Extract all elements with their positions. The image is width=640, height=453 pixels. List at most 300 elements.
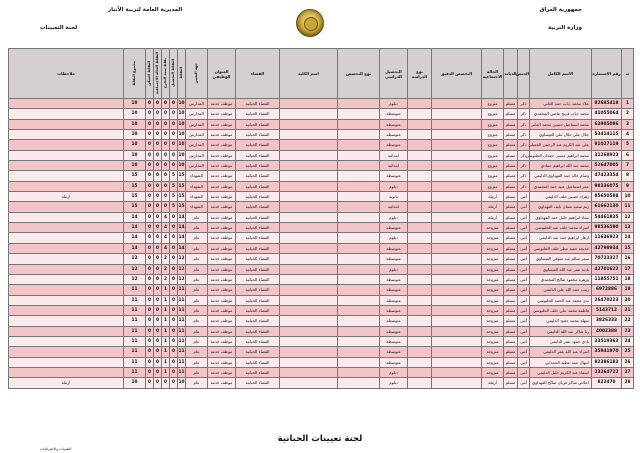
table-cell: اسراء محمد خلف عبد الحلبوسي	[530, 223, 592, 233]
table-cell	[408, 202, 432, 212]
table-cell: أنثى	[518, 326, 530, 336]
table-cell	[432, 367, 482, 377]
table-cell: 0	[154, 367, 162, 377]
table-cell	[280, 161, 338, 171]
table-cell	[9, 181, 124, 191]
table-cell: عام	[186, 264, 208, 274]
table-cell: 15	[124, 181, 146, 191]
table-cell: مسلم	[504, 336, 518, 346]
table-cell: القضاء الحبانية	[236, 140, 280, 150]
table-cell	[432, 223, 482, 233]
table-cell: 0	[170, 285, 178, 295]
table-cell: خديجة حميد مطر خلف الحلبوسي	[530, 243, 592, 253]
table-row	[9, 233, 634, 243]
table-cell: 0	[146, 305, 154, 315]
table-cell: عام	[186, 357, 208, 367]
table-cell	[338, 316, 380, 326]
table-cell: متزوج	[482, 99, 504, 109]
table-cell	[408, 357, 432, 367]
table-cell: عام	[186, 233, 208, 243]
table-row	[9, 192, 634, 202]
table-cell: 4	[162, 223, 170, 233]
table-cell: 10	[124, 99, 146, 109]
table-cell: مسلم	[504, 243, 518, 253]
table-cell: 12	[178, 274, 186, 284]
table-cell: أنثى	[518, 212, 530, 222]
table-cell: القضاء الحبانية	[236, 243, 280, 253]
table-cell	[338, 99, 380, 109]
table-cell	[338, 367, 380, 377]
table-cell: مسلم	[504, 316, 518, 326]
table-cell: القضاء الحبانية	[236, 171, 280, 181]
table-cell: 0	[154, 326, 162, 336]
table-cell: ذكر	[518, 140, 530, 150]
table-cell: 0	[170, 109, 178, 119]
table-cell	[432, 171, 482, 181]
table-cell: 47423354	[592, 171, 622, 181]
table-cell: 11	[124, 347, 146, 357]
table-cell: 2	[162, 254, 170, 264]
table-cell: 3	[622, 119, 634, 129]
table-cell: عام	[186, 336, 208, 346]
table-cell: 0	[170, 150, 178, 160]
table-cell	[408, 171, 432, 181]
table-cell: القضاء الحبانية	[236, 367, 280, 377]
table-cell	[432, 326, 482, 336]
table-cell: مسلم	[504, 233, 518, 243]
table-cell	[408, 109, 432, 119]
table-cell: 0	[154, 336, 162, 346]
table-cell	[408, 274, 432, 284]
table-cell	[432, 212, 482, 222]
table-cell: 0	[146, 171, 154, 181]
table-cell: ذكر	[518, 161, 530, 171]
table-cell: ذكر	[518, 99, 530, 109]
table-cell: 11	[124, 316, 146, 326]
table-cell: 8	[622, 171, 634, 181]
table-cell: محمد عبد الله ابراهيم حمادي	[530, 161, 592, 171]
table-cell: 0	[146, 202, 154, 212]
table-cell: متوسطة	[380, 336, 408, 346]
table-cell: 4	[162, 233, 170, 243]
table-cell: موظف خدمة	[208, 192, 236, 202]
appointments-table	[8, 48, 633, 389]
table-cell	[408, 243, 432, 253]
table-cell: موظف خدمة	[208, 223, 236, 233]
table-cell: 0	[170, 326, 178, 336]
table-row	[9, 378, 634, 388]
table-cell: 0	[154, 171, 162, 181]
table-cell	[9, 316, 124, 326]
table-cell: مسلم	[504, 305, 518, 315]
table-cell: متزوجة	[482, 285, 504, 295]
table-cell: ذكر	[518, 150, 530, 160]
table-cell: ابتدائية	[380, 150, 408, 160]
table-cell: أرملة	[482, 202, 504, 212]
table-cell: مسلم	[504, 295, 518, 305]
table-cell: ابتدائية	[380, 202, 408, 212]
table-cell	[432, 254, 482, 264]
table-cell: 19	[622, 285, 634, 295]
table-cell: مسلم	[504, 181, 518, 191]
table-cell: أنثى	[518, 378, 530, 388]
table-cell: القضاء الحبانية	[236, 336, 280, 346]
table-cell: متزوج	[482, 140, 504, 150]
table-cell	[408, 347, 432, 357]
table-cell: المدارس	[186, 119, 208, 129]
table-cell: 10	[124, 119, 146, 129]
table-cell: متزوجة	[482, 305, 504, 315]
table-cell: موظف خدمة	[208, 295, 236, 305]
column-header: القضاء	[236, 49, 280, 99]
table-cell: 10	[124, 130, 146, 140]
table-cell	[9, 285, 124, 295]
table-cell	[9, 140, 124, 150]
table-cell: 11	[178, 285, 186, 295]
table-cell	[9, 161, 124, 171]
table-cell	[408, 367, 432, 377]
table-cell	[338, 192, 380, 202]
table-cell: 11855751	[592, 274, 622, 284]
table-cell	[9, 119, 124, 129]
table-cell: 0	[170, 254, 178, 264]
table-cell: 4	[162, 212, 170, 222]
table-cell: اخلاص شاكر قريان صالح الفهداوي	[530, 378, 592, 388]
table-cell: القضاء الحبانية	[236, 305, 280, 315]
table-cell: 0	[146, 192, 154, 202]
table-cell: 15	[178, 202, 186, 212]
table-cell: 10	[178, 161, 186, 171]
table-cell: القضاء الحبانية	[236, 233, 280, 243]
table-cell: متوسطة	[380, 109, 408, 119]
table-cell: 10	[178, 140, 186, 150]
table-cell	[432, 305, 482, 315]
table-cell: أنثى	[518, 264, 530, 274]
table-cell: عام	[186, 295, 208, 305]
table-cell: 12	[124, 254, 146, 264]
table-cell: 0	[170, 336, 178, 346]
table-cell: متزوج	[482, 181, 504, 191]
table-cell	[408, 285, 432, 295]
table-cell: 11	[178, 347, 186, 357]
table-cell: موظف خدمة	[208, 378, 236, 388]
table-cell	[280, 243, 338, 253]
table-cell: مسلم	[504, 326, 518, 336]
table-cell	[338, 326, 380, 336]
table-cell: المدارس	[186, 140, 208, 150]
table-cell: مسلم	[504, 274, 518, 284]
table-cell: 11	[178, 305, 186, 315]
table-cell	[9, 264, 124, 274]
table-cell	[432, 140, 482, 150]
table-cell: القضاء الحبانية	[236, 119, 280, 129]
table-cell: موظف خدمة	[208, 264, 236, 274]
table-cell	[9, 347, 124, 357]
table-cell: موظف خدمة	[208, 233, 236, 243]
table-cell	[432, 274, 482, 284]
table-cell	[408, 119, 432, 129]
table-cell: موظف خدمة	[208, 305, 236, 315]
table-cell	[280, 150, 338, 160]
table-cell: 10	[178, 378, 186, 388]
table-row	[9, 140, 634, 150]
table-cell: 12	[178, 264, 186, 274]
table-cell: 0	[146, 347, 154, 357]
table-cell	[280, 316, 338, 326]
table-cell: 0	[154, 378, 162, 388]
table-cell: موظف خدمة	[208, 99, 236, 109]
table-cell: 12	[124, 274, 146, 284]
table-cell: 98536590	[592, 223, 622, 233]
table-cell: القضاء الحبانية	[236, 161, 280, 171]
table-cell	[338, 171, 380, 181]
table-cell	[338, 212, 380, 222]
table-cell: 0	[146, 264, 154, 274]
table-cell: 0	[162, 119, 170, 129]
table-cell: 5	[170, 181, 178, 191]
table-cell: 15	[124, 192, 146, 202]
table-cell	[338, 140, 380, 150]
table-cell: 23264722	[592, 367, 622, 377]
table-cell	[432, 357, 482, 367]
table-cell: أرملة	[482, 212, 504, 222]
table-cell: موظف خدمة	[208, 285, 236, 295]
table-cell: 0	[146, 336, 154, 346]
table-cell: متزوجة	[482, 316, 504, 326]
table-cell	[432, 202, 482, 212]
table-cell: موظف خدمة	[208, 181, 236, 191]
table-cell: 14	[124, 243, 146, 253]
table-cell: رنا شاكر عبد الله الدليمي	[530, 326, 592, 336]
table-cell: 63905086	[592, 119, 622, 129]
table-cell	[408, 192, 432, 202]
table-cell: 0	[146, 140, 154, 150]
table-cell: زينب حمد الله علي الدليمي	[530, 285, 592, 295]
table-row	[9, 243, 634, 253]
table-cell: ريم سعيد نعمان نايف الفهداوي	[530, 202, 592, 212]
table-cell: متوسطة	[380, 285, 408, 295]
table-cell: القضاء الحبانية	[236, 378, 280, 388]
table-cell: دبلوم	[380, 212, 408, 222]
table-cell: 0	[154, 233, 162, 243]
table-cell: متوسطة	[380, 243, 408, 253]
table-cell: 21	[622, 305, 634, 315]
table-cell: 0	[170, 212, 178, 222]
table-cell: متوسطة	[380, 347, 408, 357]
table-cell: متوسطة	[380, 316, 408, 326]
table-cell: ثانوية	[380, 192, 408, 202]
column-header: نقاط سنة التخرج	[162, 49, 170, 99]
table-cell: 26470223	[592, 295, 622, 305]
table-cell: دبلوم	[380, 181, 408, 191]
table-cell: ذكر	[518, 171, 530, 181]
table-cell: 0	[146, 130, 154, 140]
table-cell	[408, 254, 432, 264]
table-cell: 11	[124, 285, 146, 295]
table-cell: أرملة	[482, 378, 504, 388]
table-cell	[280, 212, 338, 222]
table-cell	[408, 295, 432, 305]
table-row	[9, 316, 634, 326]
table-cell	[408, 336, 432, 346]
table-cell: محمد ذياب فريح عاصي المحمدي	[530, 109, 592, 119]
table-cell	[408, 305, 432, 315]
table-cell: نادي حمود عمر الدليمي	[530, 336, 592, 346]
table-cell: عام	[186, 367, 208, 377]
table-cell	[338, 347, 380, 357]
table-row	[9, 202, 634, 212]
table-cell: دبلوم	[380, 99, 408, 109]
table-cell	[338, 223, 380, 233]
table-cell: 91027119	[592, 140, 622, 150]
ministry-seal-logo	[296, 9, 324, 37]
table-cell: اسماء عبد الكريم خليل الدليمي	[530, 367, 592, 377]
table-cell	[408, 326, 432, 336]
table-cell: 15	[622, 243, 634, 253]
table-cell: القضاء الحبانية	[236, 150, 280, 160]
table-cell: زهراء حسين خلف الدليمي	[530, 192, 592, 202]
table-cell: 11	[622, 202, 634, 212]
table-cell	[280, 347, 338, 357]
table-cell: 0	[170, 264, 178, 274]
table-cell: 10	[124, 140, 146, 150]
table-cell: وسام خالد حمد الفهداوي الدليمي	[530, 171, 592, 181]
table-cell: 10	[124, 378, 146, 388]
column-header: نوع الدراسة	[408, 49, 432, 99]
table-cell: 12	[124, 264, 146, 274]
table-cell	[338, 119, 380, 129]
table-cell: 1	[162, 305, 170, 315]
table-cell: 0	[154, 223, 162, 233]
table-cell: 5	[170, 202, 178, 212]
table-cell: 5	[622, 140, 634, 150]
table-cell: 28	[622, 378, 634, 388]
table-cell	[9, 367, 124, 377]
table-cell	[408, 140, 432, 150]
table-cell	[432, 285, 482, 295]
table-cell: 0	[146, 212, 154, 222]
table-cell	[9, 305, 124, 315]
table-cell	[280, 378, 338, 388]
table-cell: 4002388	[592, 326, 622, 336]
table-cell: 0	[170, 99, 178, 109]
table-cell: 0	[154, 202, 162, 212]
table-cell: 0	[146, 161, 154, 171]
table-cell	[432, 130, 482, 140]
table-row	[9, 326, 634, 336]
table-cell: 1	[162, 285, 170, 295]
table-cell	[432, 264, 482, 274]
table-cell: 5	[170, 192, 178, 202]
table-cell: القضاء الحبانية	[236, 254, 280, 264]
table-cell: متزوج	[482, 109, 504, 119]
table-cell: 0	[154, 99, 162, 109]
table-cell: 22	[622, 316, 634, 326]
table-cell: 2	[622, 109, 634, 119]
table-cell: عام	[186, 274, 208, 284]
table-cell	[338, 264, 380, 274]
table-cell: 0	[154, 347, 162, 357]
table-row	[9, 130, 634, 140]
table-cell: موظف خدمة	[208, 367, 236, 377]
table-cell: متوسطة	[380, 357, 408, 367]
table-cell	[280, 274, 338, 284]
header-ministry-country: جمهورية العراق	[539, 7, 582, 13]
table-cell	[408, 150, 432, 160]
table-cell: مسلم	[504, 150, 518, 160]
table-cell	[338, 130, 380, 140]
table-cell: دبلوم	[380, 233, 408, 243]
table-cell: 17	[622, 264, 634, 274]
table-cell: متوسطة	[380, 119, 408, 129]
table-cell: 31268923	[592, 150, 622, 160]
table-cell: 0	[146, 316, 154, 326]
table-cell: 6972886	[592, 285, 622, 295]
table-cell	[9, 212, 124, 222]
table-cell: 0	[154, 192, 162, 202]
table-cell	[432, 161, 482, 171]
table-row	[9, 119, 634, 129]
table-cell: المدارس	[186, 161, 208, 171]
table-cell: متزوج	[482, 119, 504, 129]
table-cell	[9, 357, 124, 367]
table-cell: 0	[146, 357, 154, 367]
table-cell: 0	[162, 150, 170, 160]
table-cell: متوسطة	[380, 305, 408, 315]
table-cell	[9, 336, 124, 346]
table-cell: 0	[162, 378, 170, 388]
table-cell: أنثى	[518, 202, 530, 212]
table-cell: محمد ابراهيم عيسى حمدان الحلبوسي	[530, 150, 592, 160]
table-cell: 82685418	[592, 99, 622, 109]
table-cell: دبلوم	[380, 378, 408, 388]
column-header: الاسم الكامل	[530, 49, 592, 99]
table-cell: نادية عمر عبد الله العيساوي	[530, 264, 592, 274]
table-cell	[280, 181, 338, 191]
table-cell: 0	[170, 119, 178, 129]
table-cell: مسلم	[504, 254, 518, 264]
table-cell: 1	[622, 99, 634, 109]
table-cell	[338, 336, 380, 346]
table-cell	[432, 99, 482, 109]
column-header: العنوان الوظيفي	[208, 49, 236, 99]
table-cell: متزوجة	[482, 243, 504, 253]
table-cell: 14	[622, 233, 634, 243]
table-cell: متزوجة	[482, 223, 504, 233]
table-cell: 0	[146, 223, 154, 233]
table-cell: عام	[186, 254, 208, 264]
table-cell	[280, 109, 338, 119]
column-header: ملاحظات	[9, 49, 124, 99]
table-cell	[338, 357, 380, 367]
table-cell: 0	[154, 305, 162, 315]
table-cell: مسلم	[504, 357, 518, 367]
table-cell: القضاء الحبانية	[236, 181, 280, 191]
table-cell: موظف خدمة	[208, 130, 236, 140]
table-cell: متزوجة	[482, 357, 504, 367]
table-cell: القضاء الحبانية	[236, 202, 280, 212]
table-cell: 15	[178, 192, 186, 202]
table-cell: 0	[162, 99, 170, 109]
table-cell: أنثى	[518, 274, 530, 284]
table-cell	[338, 285, 380, 295]
table-cell: أنثى	[518, 243, 530, 253]
table-cell: القضاء الحبانية	[236, 357, 280, 367]
table-cell: أنثى	[518, 223, 530, 233]
table-row	[9, 367, 634, 377]
table-cell: 0	[154, 274, 162, 284]
table-cell: 0	[170, 357, 178, 367]
